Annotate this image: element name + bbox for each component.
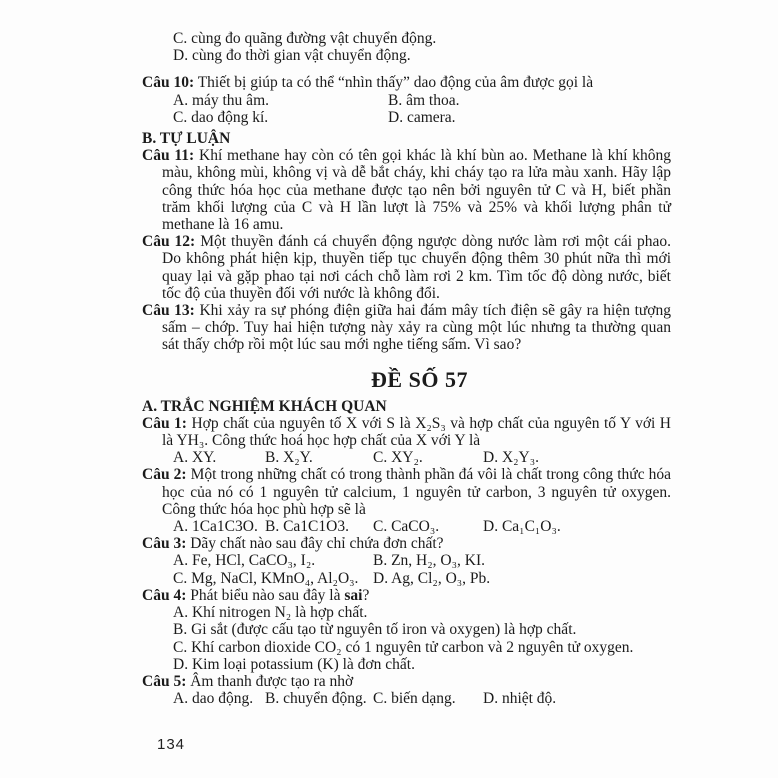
answer-option-d: D. X₂Y₃. <box>483 449 540 467</box>
answer-option-c: C. XY₂. <box>373 449 423 467</box>
exam-title: ĐỀ SỐ 57 <box>371 366 468 392</box>
answer-option-d: D. Ag, Cl₂, O₃, Pb. <box>373 569 491 587</box>
question-3-text: Dãy chất nào sau đây chỉ chứa đơn chất? <box>190 535 444 553</box>
question-10-options-row-1 <box>142 92 671 109</box>
question-5-options-row <box>142 690 671 707</box>
stray-option-c: C. cùng đo quãng đường vật chuyển động. <box>173 30 437 47</box>
answer-option-d: D. Ca₁C₁O₃. <box>483 518 561 536</box>
question-2 <box>142 466 671 518</box>
answer-option-c: C. CaCO₃. <box>373 518 440 536</box>
answer-option-b: B. Ca1C1O3. <box>265 518 349 536</box>
answer-option-b: B. chuyển động. <box>265 690 367 708</box>
answer-option-c: C. Mg, NaCl, KMnO₄, Al₂O₃. <box>173 569 359 587</box>
page-content <box>142 30 671 707</box>
question-2-options-row <box>142 518 671 535</box>
stray-option-d: D. cùng đo thời gian vật chuyển động. <box>173 47 411 65</box>
question-3-options-row-2 <box>142 570 671 587</box>
section-a-heading: A. TRẮC NGHIỆM KHÁCH QUAN <box>142 397 387 415</box>
question-1-options-row <box>142 449 671 466</box>
page-number: 134 <box>157 736 186 753</box>
answer-option-c: C. dao động kí. <box>173 108 269 126</box>
question-12-text: Một thuyền đánh cá chuyển động ngược dòng nước làm rơi một cái phao. Do không phát hiện kịp, thuyền tiếp tục chuyển động thêm 30 phút nữa thì mới quay lại và gặp phao tại nơi cách chỗ làm rơi 2 km. Tìm tốc độ dòng nước, biết tốc độ của thuyền đối với nước là không đổi. <box>162 233 672 302</box>
question-3 <box>142 535 671 552</box>
question-4-bold-word: sai <box>344 586 363 604</box>
question-5-text: Âm thanh được tạo ra nhờ <box>190 672 354 690</box>
answer-option-b: B. Zn, H₂, O₃, KI. <box>373 552 485 570</box>
question-12 <box>142 233 671 302</box>
question-13-text: Khi xảy ra sự phóng điện giữa hai đám mây tích điện sẽ gây ra hiện tượng sấm – chớp. Tuy hai hiện tượng này xảy ra cùng một lúc nhưng ta thường quan sát thấy chớp rồi một lúc sau mới nghe tiếng sấm. Vì sao? <box>162 302 671 354</box>
question-2-label: Câu 2: <box>142 466 187 484</box>
question-1-label: Câu 1: <box>142 414 187 432</box>
answer-option-d: D. nhiệt độ. <box>483 690 557 708</box>
answer-option-b: B. âm thoa. <box>388 91 460 109</box>
answer-option-a: A. máy thu âm. <box>173 91 269 109</box>
question-4-text-before: Phát biểu nào sau đây là <box>190 586 345 604</box>
answer-option-c: C. biến dạng. <box>373 690 456 708</box>
question-13 <box>142 302 671 354</box>
answer-option-a: A. XY. <box>173 449 217 467</box>
answer-option-a: A. 1Ca1C3O. <box>173 518 258 536</box>
answer-option-b: B. X₂Y. <box>265 449 313 467</box>
question-11 <box>142 147 671 233</box>
question-4-option-c: C. Khí carbon dioxide CO₂ có 1 nguyên tử carbon và 2 nguyên tử oxygen. <box>173 638 634 656</box>
question-3-options-row-1 <box>142 552 671 569</box>
question-1-text: Hợp chất của nguyên tố X với S là X₂S₃ và hợp chất của nguyên tố Y với H là YH₃. Công thức hoá học hợp chất của X với Y là <box>162 414 671 450</box>
question-12-label: Câu 12: <box>142 233 196 251</box>
question-4-option-b: B. Gi sắt (được cấu tạo từ nguyên tố iron và oxygen) là hợp chất. <box>173 621 577 639</box>
question-4-label: Câu 4: <box>142 586 187 604</box>
question-11-label: Câu 11: <box>142 147 195 165</box>
question-4-option-a: A. Khí nitrogen N₂ là hợp chất. <box>173 604 368 622</box>
answer-option-d: D. camera. <box>388 108 456 126</box>
question-4-option-d: D. Kim loại potassium (K) là đơn chất. <box>173 655 415 673</box>
question-5-label: Câu 5: <box>142 672 187 690</box>
question-10-options-row-2 <box>142 109 671 126</box>
question-5 <box>142 673 671 690</box>
question-10-text: Thiết bị giúp ta có thể “nhìn thấy” dao động của âm được gọi là <box>197 74 594 92</box>
question-4-text-after: ? <box>362 586 370 604</box>
answer-option-a: A. dao động. <box>173 690 254 708</box>
section-b-heading: B. TỰ LUẬN <box>142 130 231 148</box>
question-1 <box>142 415 671 449</box>
question-10 <box>142 74 671 91</box>
question-13-label: Câu 13: <box>142 302 195 320</box>
question-4 <box>142 587 671 604</box>
question-3-label: Câu 3: <box>142 535 187 553</box>
question-10-label: Câu 10: <box>142 74 195 92</box>
question-2-text: Một trong những chất có trong thành phần đá vôi là chất trong công thức hóa học của nó có 1 nguyên tử calcium, 1 nguyên tử carbon, 3 nguyên tử oxygen. Công thức hóa học phù hợp sẽ là <box>162 466 671 518</box>
answer-option-a: A. Fe, HCl, CaCO₃, I₂. <box>173 552 316 570</box>
question-11-text: Khí methane hay còn có tên gọi khác là khí bùn ao. Methane là khí không màu, không mùi, không vị và dễ bắt cháy, khi cháy tạo ra lửa màu xanh. Hãy lập công thức hóa học của methane được tạo nên bởi nguyên tử C và H, biết phần trăm khối lượng của C và H lần lượt là 75% và 25% và khối lượng phân tử methane là 16 amu. <box>162 147 672 234</box>
